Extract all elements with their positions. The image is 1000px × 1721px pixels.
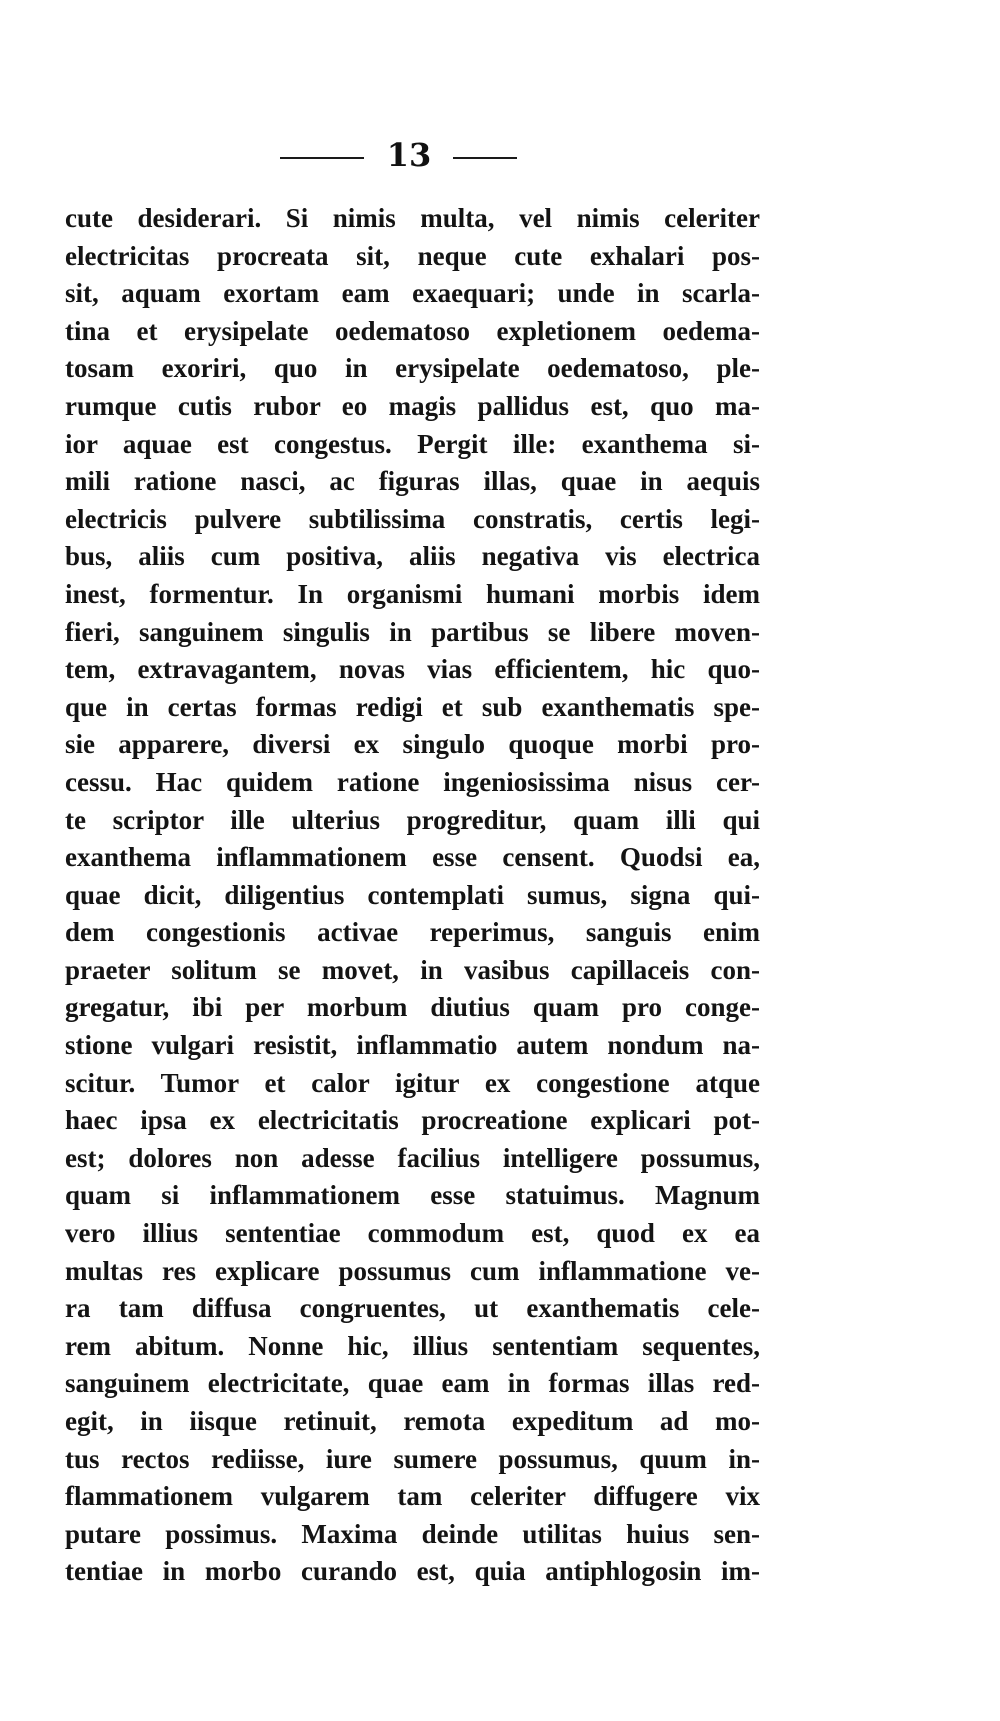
text-line: flammationem vulgarem tam celeriter diffugere vix xyxy=(65,1481,760,1512)
text-line: quam si inflammationem esse statuimus. Magnum xyxy=(65,1180,760,1211)
text-line: tus rectos rediisse, iure sumere possumus, quum in- xyxy=(65,1443,760,1474)
text-line: rumque cutis rubor eo magis pallidus est, quo ma- xyxy=(65,390,760,421)
text-line: sanguinem electricitate, quae eam in formas illas red- xyxy=(65,1368,760,1399)
text-line: rem abitum. Nonne hic, illius sententiam sequentes, xyxy=(65,1330,760,1361)
text-line: vero illius sententiae commodum est, quod ex ea xyxy=(65,1218,760,1249)
text-line: cute desiderari. Si nimis multa, vel nimis celeriter xyxy=(65,203,760,233)
text-line: electricis pulvere subtilissima constratis, certis legi- xyxy=(65,503,760,534)
text-line: praeter solitum se movet, in vasibus capillaceis con- xyxy=(65,954,760,985)
header-rule-right xyxy=(453,157,517,159)
text-line: est; dolores non adesse facilius intelligere possumus, xyxy=(65,1142,760,1173)
text-line: dem congestionis activae reperimus, sanguis enim xyxy=(65,917,760,948)
text-line: tosam exoriri, quo in erysipelate oedematoso, ple- xyxy=(65,353,760,384)
text-line: te scriptor ille ulterius progreditur, quam illi qui xyxy=(65,804,760,835)
text-line: sie apparere, diversi ex singulo quoque morbi pro- xyxy=(65,729,760,760)
text-line: bus, aliis cum positiva, aliis negativa vis electrica xyxy=(65,541,760,572)
body-text xyxy=(65,200,760,1591)
text-line: sit, aquam exortam eam exaequari; unde in scarla- xyxy=(65,278,760,309)
text-line: haec ipsa ex electricitatis procreatione explicari pot- xyxy=(65,1105,760,1136)
page-header xyxy=(0,135,1000,175)
text-line: gregatur, ibi per morbum diutius quam pro conge- xyxy=(65,992,760,1023)
text-line: putare possimus. Maxima deinde utilitas huius sen- xyxy=(65,1518,760,1549)
text-line: ra tam diffusa congruentes, ut exanthematis cele- xyxy=(65,1293,760,1324)
text-line: electricitas procreata sit, neque cute exhalari pos- xyxy=(65,240,760,271)
text-line: egit, in iisque retinuit, remota expeditum ad mo- xyxy=(65,1406,760,1436)
text-line: tentiae in morbo curando est, quia antiphlogosin im- xyxy=(65,1556,760,1587)
text-line: cessu. Hac quidem ratione ingeniosissima nisus cer- xyxy=(65,766,760,797)
text-line: exanthema inflammationem esse censent. Quodsi ea, xyxy=(65,842,760,873)
text-line: que in certas formas redigi et sub exanthematis spe- xyxy=(65,691,760,722)
text-line: stione vulgari resistit, inflammatio autem nondum na- xyxy=(65,1030,760,1061)
header-rule-left xyxy=(280,157,364,159)
text-line: fieri, sanguinem singulis in partibus se libere moven- xyxy=(65,616,760,647)
text-line: mili ratione nasci, ac figuras illas, quae in aequis xyxy=(65,466,760,497)
text-line: multas res explicare possumus cum inflammatione ve- xyxy=(65,1255,760,1286)
text-line: tina et erysipelate oedematoso expletionem oedema- xyxy=(65,315,760,346)
text-line: quae dicit, diligentius contemplati sumus, signa qui- xyxy=(65,879,760,910)
text-line: inest, formentur. In organismi humani morbis idem xyxy=(65,578,760,609)
text-line: ior aquae est congestus. Pergit ille: exanthema si- xyxy=(65,428,760,459)
page-number: 13 xyxy=(386,136,432,174)
text-line: scitur. Tumor et calor igitur ex congestione atque xyxy=(65,1067,760,1098)
text-line: tem, extravagantem, novas vias efficientem, hic quo- xyxy=(65,654,760,685)
